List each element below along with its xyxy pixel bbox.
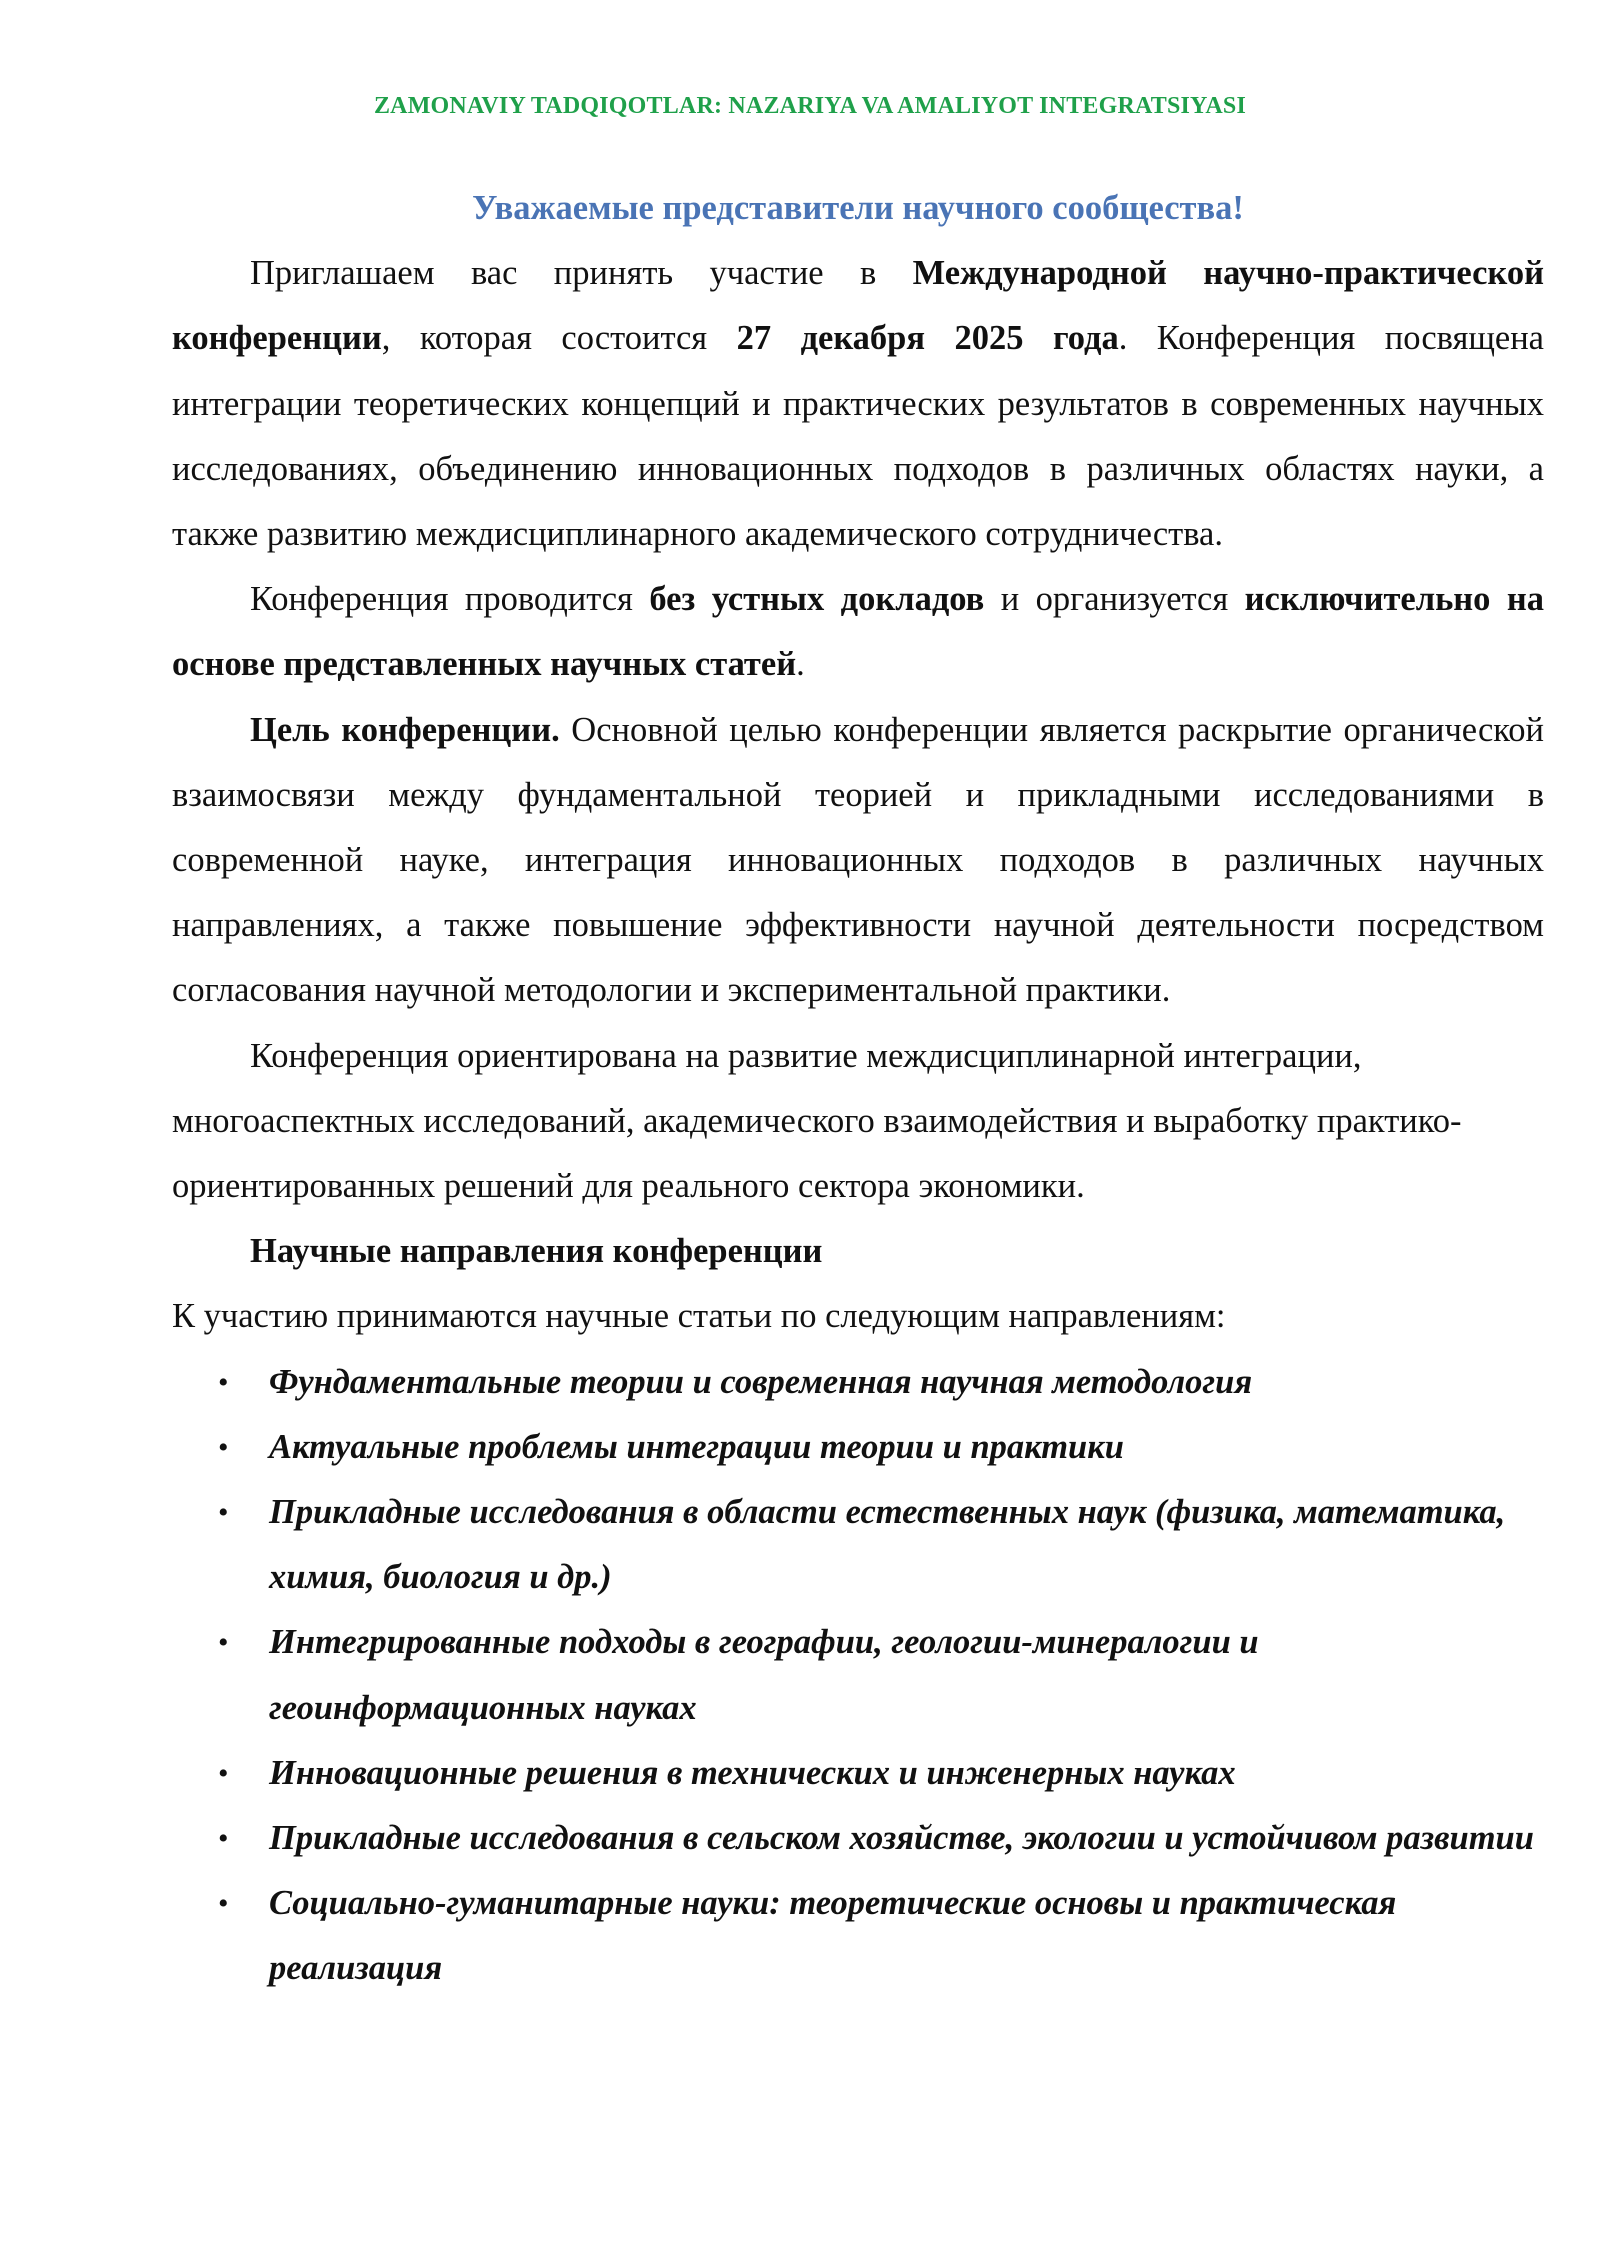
format-no-talks: без устных докладов <box>649 580 985 619</box>
bullet-icon: • <box>218 1365 229 1399</box>
direction-text: Инновационные решения в технических и инженерных науках <box>269 1753 1236 1792</box>
format-paragraph <box>172 567 1544 697</box>
conference-date: 27 декабря 2025 года <box>736 319 1119 358</box>
direction-text: Актуальные проблемы интеграции теории и практики <box>269 1427 1124 1466</box>
format-text-3: . <box>796 645 805 684</box>
orientation-paragraph: Конференция ориентирована на развитие междисциплинарной интеграции, многоаспектных исследований, академического взаимодействия и выработку практико-ориентированных решений для реального сектора экономики. <box>172 1036 1462 1206</box>
list-item <box>172 1806 1544 1871</box>
greeting-heading: Уважаемые представители научного сообщества! <box>472 189 1244 227</box>
invitation-text-1: Приглашаем вас принять участие в <box>250 254 913 293</box>
direction-text: Прикладные исследования в сельском хозяйстве, экологии и устойчивом развитии <box>269 1819 1534 1858</box>
bullet-icon: • <box>218 1626 229 1660</box>
list-item <box>172 1741 1544 1806</box>
goal-paragraph <box>172 698 1544 1024</box>
directions-intro: К участию принимаются научные статьи по следующим направлениям: <box>172 1297 1226 1336</box>
running-header: ZAMONAVIY TADQIQOTLAR: NAZARIYA VA AMALIYOT INTEGRATSIYASI <box>373 93 1247 119</box>
direction-text: Интегрированные подходы в географии, геологии-минералогии и геоинформационных науках <box>269 1623 1259 1727</box>
direction-text: Прикладные исследования в области естественных наук (физика, математика, химия, биология и др.) <box>269 1493 1506 1597</box>
goal-text: Основной целью конференции является раскрытие органической взаимосвязи между фундаментальной теорией и прикладными исследованиями в современной науке, интеграция инновационных подходов в различных научных направлениях, а также повышение эффективности научной деятельности посредством согласования научной методологии и экспериментальной практики. <box>172 710 1545 1010</box>
direction-text: Фундаментальные теории и современная научная методология <box>269 1362 1253 1401</box>
format-text-1: Конференция проводится <box>250 580 650 619</box>
direction-text: Социально-гуманитарные науки: теоретические основы и практическая реализация <box>269 1884 1397 1988</box>
format-text-2: и организуется <box>984 580 1245 619</box>
conference-name: Международной научно-практической конференции <box>172 254 1544 358</box>
list-item <box>172 1480 1544 1610</box>
bullet-icon: • <box>218 1887 229 1921</box>
directions-heading: Научные направления конференции <box>250 1232 823 1271</box>
bullet-icon: • <box>218 1496 229 1530</box>
letter-body <box>172 176 1544 2002</box>
list-item <box>172 1415 1544 1480</box>
invitation-text-3: . Конференция посвящена интеграции теоретических концепций и практических результатов в современных научных исследованиях, объединению инновационных подходов в различных областях науки, а также развитию междисциплинарного академического сотрудничества. <box>172 319 1544 554</box>
goal-label: Цель конференции. <box>250 710 560 749</box>
bullet-icon: • <box>218 1430 229 1464</box>
bullet-icon: • <box>218 1822 229 1856</box>
list-item <box>172 1610 1544 1740</box>
invitation-paragraph <box>172 241 1544 567</box>
invitation-text-2: , которая состоится <box>381 319 737 358</box>
list-item <box>172 1871 1544 2001</box>
directions-list <box>172 1350 1544 2002</box>
bullet-icon: • <box>218 1756 229 1790</box>
list-item <box>172 1350 1544 1415</box>
format-articles-only: исключительно на основе представленных научных статей <box>172 580 1544 684</box>
